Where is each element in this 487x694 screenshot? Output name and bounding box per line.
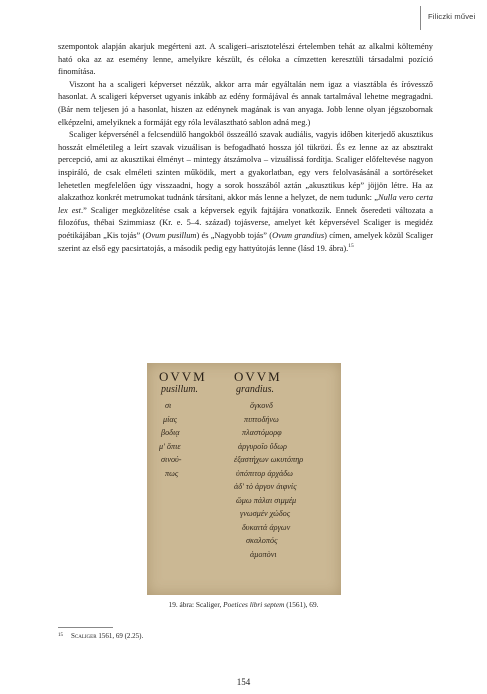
greek-line: δυκαιτά ἀργων [242,522,291,532]
greek-line: ἐξαστήχων ωκυτόπηρ [234,455,304,464]
paragraph-2: Viszont ha a scaligeri képverset nézzük, akkor arra már egyáltalán nem igaz a viasztábla és íróvessző hasonlat. A scaligeri képverset ugyanis inkább az edény formájával és annak tartalmával lehetne megragadni. (Bár nem teljesen jó a hasonlat, hiszen az edénynek magának is van anyaga. Jobb lenne olyan jégszobornak elképzelni, amelyiknek a formáját egy róla leválasztható sablon adná meg.) [58,79,433,127]
figure-column-grandius [234,369,303,561]
paragraph-1: szempontok alapján akarjuk megérteni azt. A scaligeri–arisztotelészi értelemben tehát az alkalmi költemény ható oka az az esemény lenne, amelyikre készült, és céloka a címzetten keresztüli társadalmi pozíció finomítása. [58,42,433,77]
greek-line: σκαλοπός [246,536,278,545]
figure-subheading: pusillum. [161,384,198,395]
greek-line: γνωσμέν χώδος [240,509,291,518]
ovum-pusillum-title: Ovum pusillum [145,230,197,240]
footnote-text: 1561, 69 (2.25). [96,632,144,640]
footnote-divider [58,627,113,628]
running-head-rule [420,6,421,30]
footnote-author: Scaliger [71,632,97,640]
greek-line: ὅγκονδ [250,401,273,410]
greek-line: πλαστόμορφ [242,428,282,437]
caption-prefix: 19. ábra: Scaliger, [168,600,224,609]
footnote-reference: 15 [348,242,354,249]
greek-line: βοδιᾳ [161,428,180,437]
ovum-grandius-title: Ovum grandius [272,230,325,240]
greek-line: σινού- [161,455,182,464]
greek-line: ὥμω πάλαι σιμμέμ [236,495,297,505]
greek-line: ἀργυροῖο ὕδωρ [238,441,287,451]
figure-caption [0,600,487,609]
greek-line: πως [165,468,179,478]
greek-line: πιπτοδήνω [244,414,279,424]
greek-line: ἀμοπὸνι [250,549,277,559]
body-text [58,41,433,255]
caption-book-title: Poetices libri septem [223,600,285,609]
running-head-title: Filiczki művei [428,12,476,21]
figure-heading: OVVM [234,369,282,384]
figure-subheading: grandius. [236,384,275,395]
greek-line: μ' ὅπιε [159,441,181,451]
paragraph-3-text: Scaliger képversénél a felcsendülő hangokból összeálló szavak audiális, vagyis időben kiterjedő akusztikus hosszát elméletileg a leírt szavak vizuálisan is befogadható hossza jól tükrözi. És ez lenne az az absztrakt percepció, ami az akusztikai élményt – mintegy átszámolva – vizuálissá fordítja. Scaliger előfeltevése nagyon inspiráló, de csak elméleti szinten működik, mert a gyakorlatban, egy vers felolvasásánál a sortöréseket lehetetlen megfelelően úgy visszaadni, hogy a sorok hosszából aztán „akusztikus kép” jöjjön létre. Ha az alakzathoz konkrét metrumokat tudnánk társítani, akkor más lenne a helyzet, de nem tudunk: „ [58,130,433,203]
footnote [58,632,143,640]
running-head [0,0,487,30]
paragraph-3-text: .” Scaliger megközelítése csak a képversek egyik fajtájára vonatkozik. Ennek őseredeti változata a filozófus, thébai Szimmiasz (Kr. e. 5–4. század) tojásverse, amelyet két képversével Scaliger is megidéz poétikájában „Kis tojás” ( [58,205,433,240]
greek-line: σι [165,401,172,410]
greek-line: μίας [163,414,178,424]
page-number: 154 [236,677,251,687]
caption-suffix: (1561), 69. [284,600,319,609]
figure-heading: OVVM [159,369,207,384]
greek-line: ἀδ' τὸ ἀργον ἀιφνίς [234,482,297,491]
latin-quote: Nulla vero certa lex est [58,193,433,215]
paragraph-3-text: ) címen, amelyek közül Scaliger szerint az első egy pacsirtatojás, a második pedig egy hattyútojás lenne (lásd 19. ábra). [58,230,433,253]
greek-line: ὑπόπιτορ ἀρχάδω [236,468,293,478]
figure-scan [147,363,341,595]
paragraph-3-text: ) és „Nagyobb tojás” ( [196,230,273,240]
footnote-number: 15 [58,633,63,638]
paragraph-3 [58,129,433,255]
figure-column-pusillum [159,369,207,480]
